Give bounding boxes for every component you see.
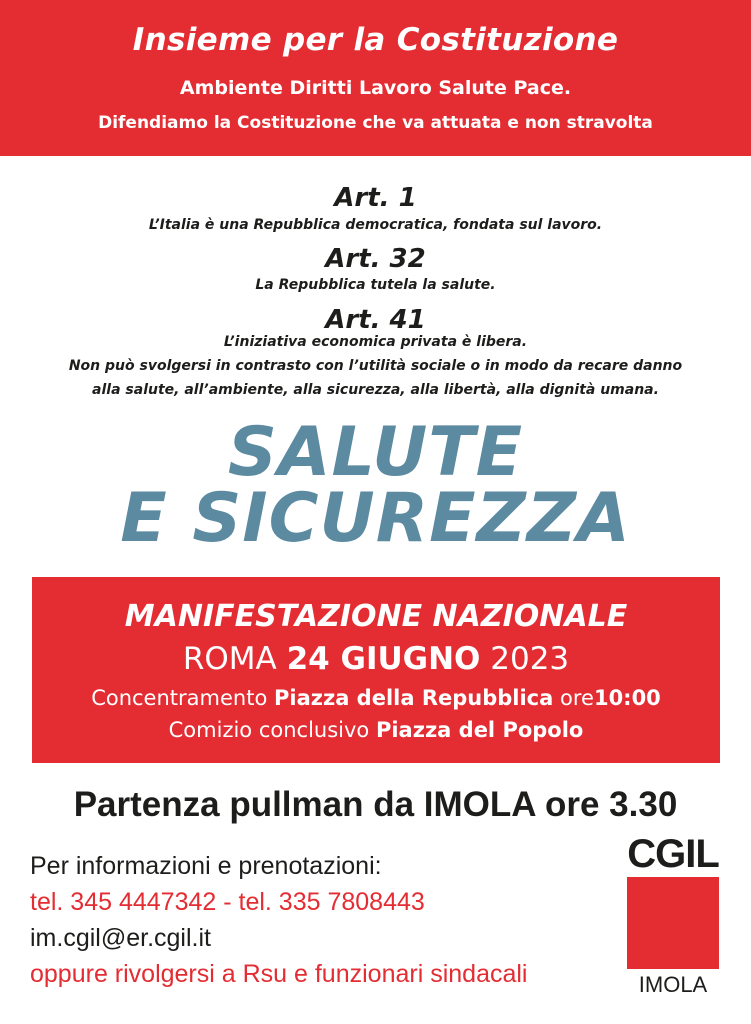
header-tagline: Difendiamo la Costituzione che va attuata e non stravolta <box>98 113 653 133</box>
contacts-intro: Per informazioni e prenotazioni: <box>30 852 382 880</box>
gathering-time: 10:00 <box>593 686 661 710</box>
article-41-heading: Art. 41 <box>325 305 426 335</box>
header-banner <box>0 0 751 156</box>
slogan-line1: SALUTE <box>227 413 524 492</box>
article-32-heading: Art. 32 <box>325 244 426 274</box>
event-date-line <box>32 641 720 677</box>
event-gathering-line <box>32 686 720 710</box>
article-41-text-line1: L’iniziativa economica privata è libera. <box>223 334 528 350</box>
event-box <box>32 577 720 763</box>
logo-city: IMOLA <box>638 972 708 997</box>
event-title: MANIFESTAZIONE NAZIONALE <box>124 599 628 634</box>
article-32-text: La Repubblica tutela la salute. <box>255 277 496 293</box>
rally-label: Comizio conclusivo <box>168 718 370 742</box>
header-title: Insieme per la Costituzione <box>132 22 619 58</box>
logo-wordmark: CGIL <box>627 832 719 876</box>
article-41-text-line2: Non può svolgersi in contrasto con l’utilità sociale o in modo da recare danno <box>68 358 683 374</box>
logo-red-square <box>627 877 719 969</box>
contacts-email[interactable]: im.cgil@er.cgil.it <box>30 924 211 952</box>
header-subtitle: Ambiente Diritti Lavoro Salute Pace. <box>179 77 572 99</box>
contacts-phones[interactable]: tel. 345 4447342 - tel. 335 7808443 <box>30 888 425 916</box>
article-41-text-line3: alla salute, all’ambiente, alla sicurezza, alla libertà, alla dignità umana. <box>92 382 659 398</box>
article-1-text: L’Italia è una Repubblica democratica, fondata sul lavoro. <box>148 217 603 233</box>
rally-place: Piazza del Popolo <box>375 718 584 742</box>
departure-info: Partenza pullman da IMOLA ore 3.30 <box>73 785 678 824</box>
event-rally-line <box>32 718 720 742</box>
event-date: 24 GIUGNO <box>286 641 481 677</box>
contacts-alternative: oppure rivolgersi a Rsu e funzionari sindacali <box>30 960 528 988</box>
article-1-heading: Art. 1 <box>334 183 417 213</box>
gathering-time-label: ore <box>560 686 594 710</box>
slogan-line2: E SICUREZZA <box>120 479 631 558</box>
gathering-label: Concentramento <box>91 686 268 710</box>
cgil-logo <box>627 832 719 999</box>
event-year: 2023 <box>490 641 570 677</box>
event-city: ROMA <box>182 641 277 677</box>
gathering-place: Piazza della Repubblica <box>273 686 554 710</box>
